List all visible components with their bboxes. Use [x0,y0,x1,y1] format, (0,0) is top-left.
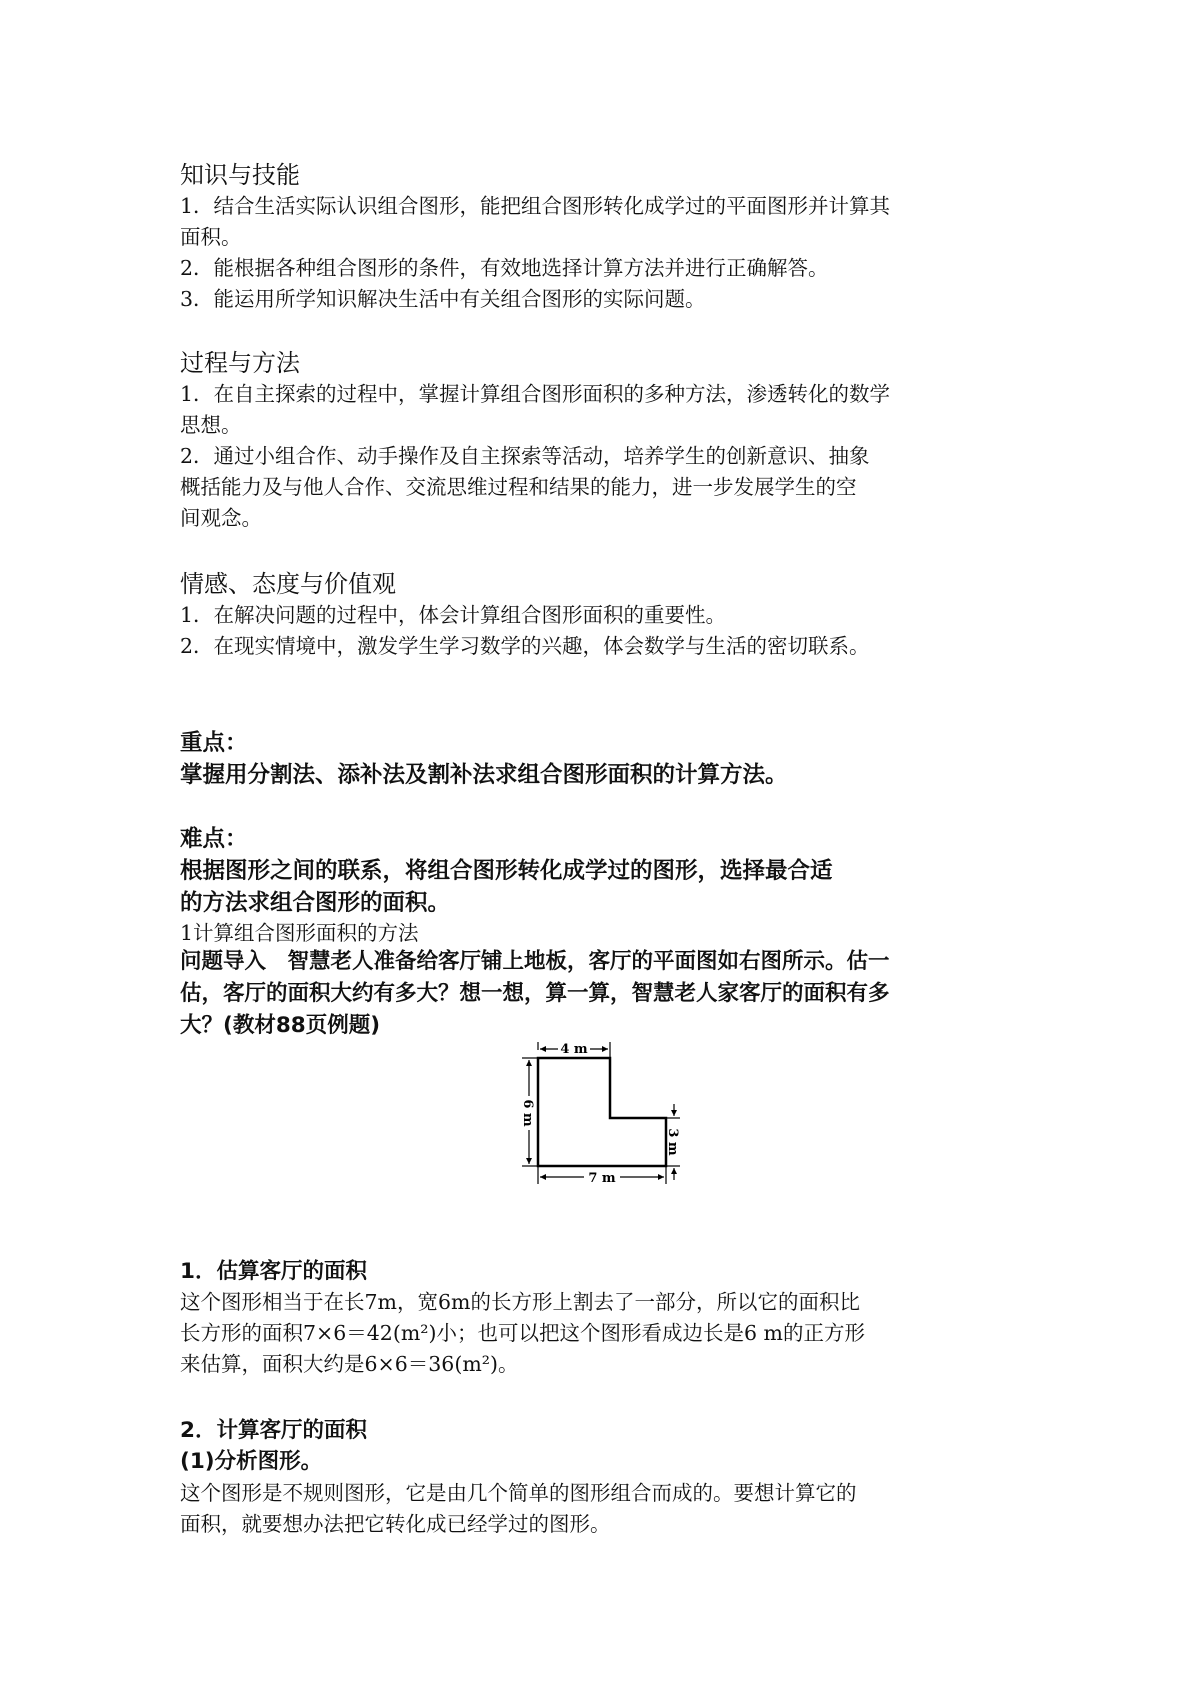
text-line: 问题导入 智慧老人准备给客厅铺上地板，客厅的平面图如右图所示。估一 [180,949,890,974]
text-line: 长方形的面积7×6＝42(m²)小；也可以把这个图形看成边长是6 m的正方形 [180,1321,865,1345]
difficulty [180,823,833,919]
text-line: 2．在现实情境中，激发学生学习数学的兴趣，体会数学与生活的密切联系。 [180,634,870,658]
problem-intro [180,946,890,1042]
text-line: 面积。 [180,225,242,249]
calculate-title: 2．计算客厅的面积 [180,1418,367,1443]
key-point [180,727,788,791]
text-line: 2．能根据各种组合图形的条件，有效地选择计算方法并进行正确解答。 [180,256,829,280]
text-line: 估，客厅的面积大约有多大？想一想，算一算，智慧老人家客厅的面积有多 [180,981,890,1006]
text-line: 思想。 [180,413,242,437]
difficulty-label: 难点： [180,826,248,852]
dimension-left-label: 6 m [520,1099,535,1127]
section-body-attitude [180,600,870,662]
method-title: 1计算组合图形面积的方法 [180,921,419,945]
dimension-top-label: 4 m [560,1042,588,1057]
section-heading-process: 过程与方法 [180,349,300,377]
calculate-subtitle: (1)分析图形。 [180,1449,323,1474]
floor-plan-outline [538,1058,666,1166]
floor-plan-figure [508,1038,688,1186]
text-line: 1．在自主探索的过程中，掌握计算组合图形面积的多种方法，渗透转化的数学 [180,382,891,406]
text-line: 面积，就要想办法把它转化成已经学过的图形。 [180,1512,611,1536]
text-line: 根据图形之间的联系，将组合图形转化成学过的图形，选择最合适 [180,858,833,884]
text-line: 2．通过小组合作、动手操作及自主探索等活动，培养学生的创新意识、抽象 [180,444,870,468]
dimension-bottom-label: 7 m [588,1171,616,1186]
text-line: 这个图形相当于在长7m，宽6m的长方形上割去了一部分，所以它的面积比 [180,1290,860,1314]
section-heading-knowledge: 知识与技能 [180,161,300,189]
text-line: 1．在解决问题的过程中，体会计算组合图形面积的重要性。 [180,603,727,627]
text-line: 3．能运用所学知识解决生活中有关组合图形的实际问题。 [180,287,706,311]
estimate-title: 1．估算客厅的面积 [180,1259,367,1284]
text-line: 这个图形是不规则图形，它是由几个简单的图形组合而成的。要想计算它的 [180,1481,857,1505]
text-line: 1．结合生活实际认识组合图形，能把组合图形转化成学过的平面图形并计算其 [180,194,891,218]
calculate-body [180,1478,857,1540]
text-line: 大？(教材88页例题) [180,1013,381,1038]
dimension-right-label: 3 m [665,1128,680,1156]
text-line: 间观念。 [180,506,262,530]
text-line: 来估算，面积大约是6×6＝36(m²)。 [180,1352,519,1376]
key-point-label: 重点： [180,730,248,756]
text-line: 的方法求组合图形的面积。 [180,890,451,916]
estimate-body [180,1287,865,1380]
section-heading-attitude: 情感、态度与价值观 [180,570,396,598]
text-line: 概括能力及与他人合作、交流思维过程和结果的能力，进一步发展学生的空 [180,475,857,499]
section-body-process [180,379,890,534]
section-body-knowledge [180,191,890,315]
key-point-text: 掌握用分割法、添补法及割补法求组合图形面积的计算方法。 [180,762,788,788]
